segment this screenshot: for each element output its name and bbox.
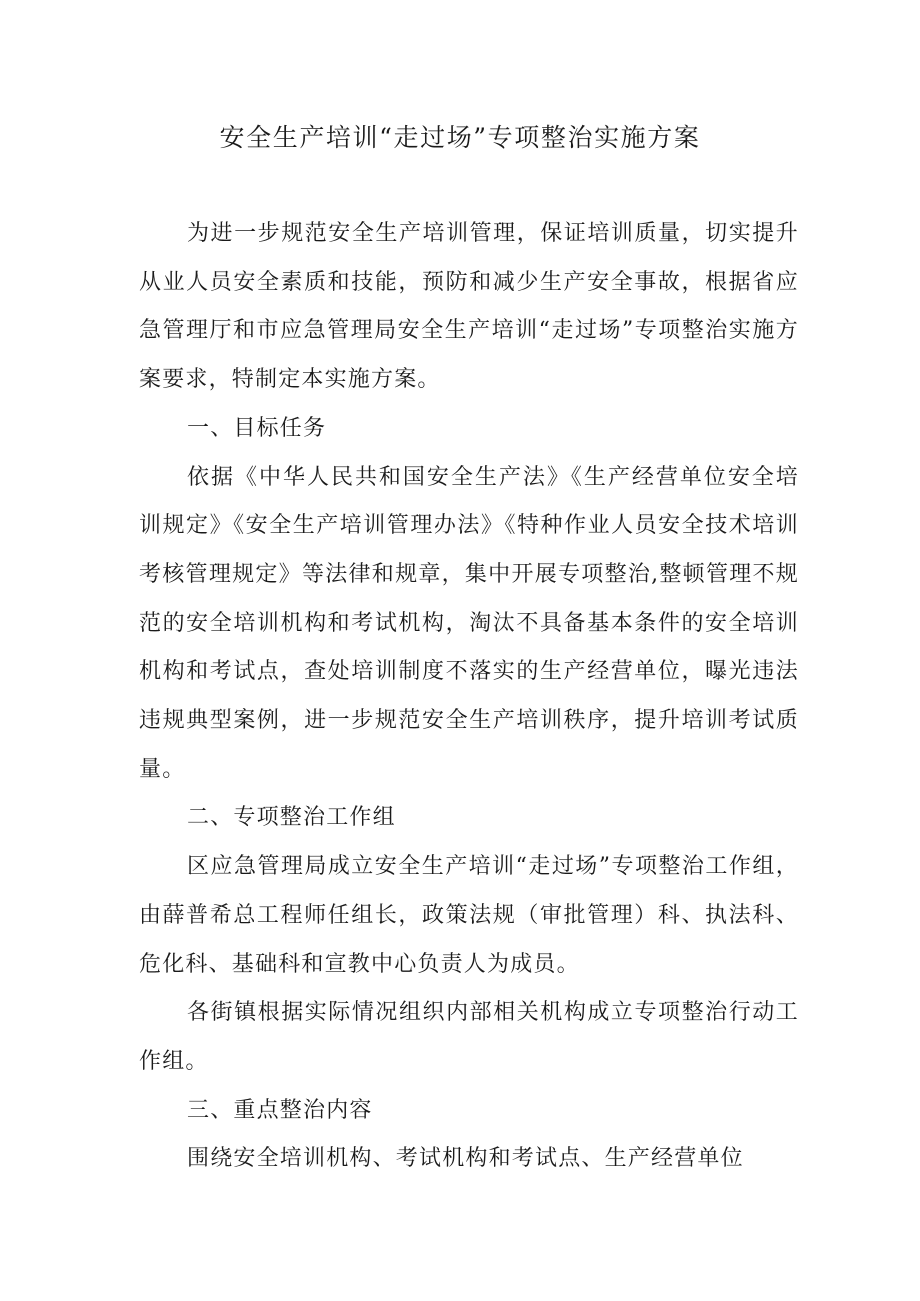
document-title: 安全生产培训“走过场”专项整治实施方案 xyxy=(219,123,701,152)
document-body xyxy=(139,210,799,1184)
section-heading-working-group: 二、专项整治工作组 xyxy=(187,805,396,831)
section-goals-paragraph: 依据《中华人民共和国安全生产法》《生产经营单位安全培训规定》《安全生产培训管理办法》《特种作业人员安全技术培训考核管理规定》等法律和规章，集中开展专项整治,整顿管理不规范的安全培训机构和考试机构，淘汰不具备基本条件的安全培训机构和考试点，查处培训制度不落实的生产经营单位，曝光违法违规典型案例，进一步规范安全生产培训秩序，提升培训考试质量。 xyxy=(139,464,799,782)
section-heading-key-content: 三、重点整治内容 xyxy=(187,1097,373,1123)
intro-paragraph: 为进一步规范安全生产培训管理，保证培训质量，切实提升从业人员安全素质和技能，预防和减少生产安全事故，根据省应急管理厅和市应急管理局安全生产培训“走过场”专项整治实施方案要求，特制定本实施方案。 xyxy=(139,221,799,393)
section-heading-goals: 一、目标任务 xyxy=(187,415,327,441)
section-key-content-paragraph: 围绕安全培训机构、考试机构和考试点、生产经营单位 xyxy=(187,1146,744,1172)
section-working-group-paragraph: 各街镇根据实际情况组织内部相关机构成立专项整治行动工作组。 xyxy=(139,1000,799,1074)
section-working-group-paragraph: 区应急管理局成立安全生产培训“走过场”专项整治工作组，由薛普希总工程师任组长，政策法规（审批管理）科、执法科、危化科、基础科和宣教中心负责人为成员。 xyxy=(139,854,799,977)
